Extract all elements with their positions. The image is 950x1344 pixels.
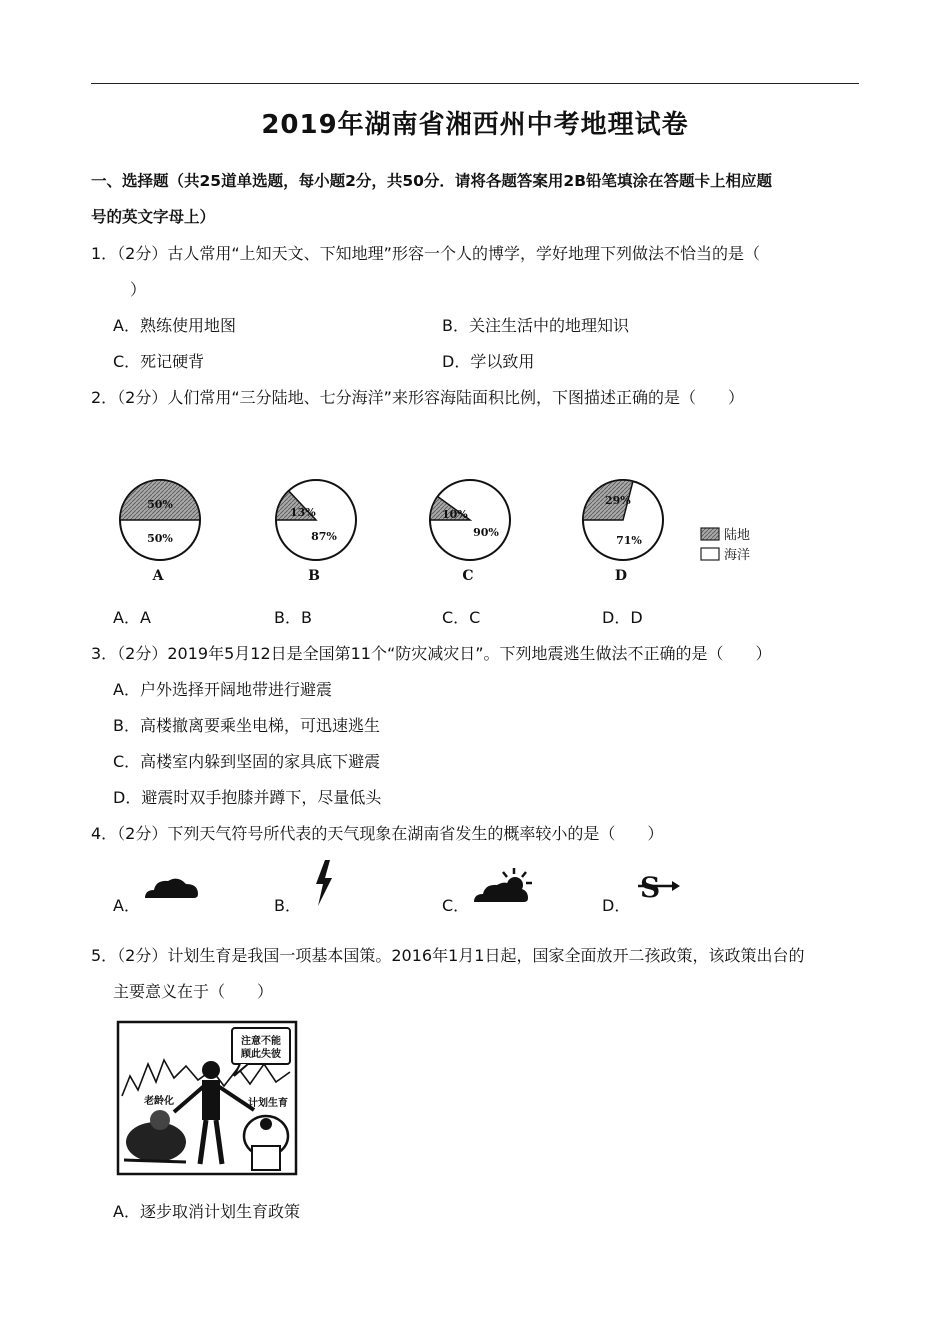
q2-option-a[interactable]: A．A [113, 608, 151, 627]
sandstorm-icon [636, 870, 682, 904]
q1-option-d[interactable]: D．学以致用 [442, 352, 535, 371]
q3-option-b[interactable]: B．高楼撤离要乘坐电梯，可迅速逃生 [113, 716, 380, 735]
pie-land-label-c: 10% [442, 508, 468, 521]
q1-stem-cont: ） [130, 280, 147, 299]
legend-land-label: 陆地 [724, 528, 751, 543]
pie-land-label-b: 13% [290, 506, 316, 519]
pie-land-label-d: 29% [605, 494, 631, 507]
svg-text:S: S [640, 871, 661, 904]
q2-option-b[interactable]: B．B [274, 608, 312, 627]
q3-stem: 3．（2分）2019年5月12日是全国第11个“防灾减灾日”。下列地震逃生做法不正确的是（ ） [91, 644, 772, 663]
q3-option-c[interactable]: C．高楼室内躲到坚固的家具底下避震 [113, 752, 381, 771]
pie-charts-figure [100, 470, 780, 595]
cartoon-bubble-text: 注意不能 [241, 1036, 281, 1047]
pie-chart-b [276, 480, 356, 584]
pie-ocean-label-d: 71% [616, 534, 642, 547]
q4-option-d[interactable]: D． [602, 896, 631, 915]
q4-option-b[interactable]: B． [274, 896, 301, 915]
q5-stem: 5．（2分）计划生育是我国一项基本国策。2016年1月1日起，国家全面放开二孩政策，该政策出台的 [91, 946, 805, 965]
lightning-icon [308, 858, 338, 908]
pie-land-label-a: 50% [147, 498, 173, 511]
pie-chart-letter-d: D [614, 568, 628, 584]
legend-ocean-swatch [701, 548, 719, 560]
q2-stem: 2．（2分）人们常用“三分陆地、七分海洋”来形容海陆面积比例，下图描述正确的是（ ） [91, 388, 744, 407]
q3-option-a[interactable]: A．户外选择开阔地带进行避震 [113, 680, 332, 699]
pie-chart-letter-a: A [152, 568, 164, 584]
pie-ocean-label-c: 90% [473, 526, 499, 539]
sun-cloud-icon [470, 866, 536, 906]
q4-option-a[interactable]: A． [113, 896, 140, 915]
pie-chart-c [430, 480, 510, 584]
section-heading-cont: 号的英文字母上） [91, 208, 216, 226]
q1-option-b[interactable]: B．关注生活中的地理知识 [442, 316, 629, 335]
q4-option-c[interactable]: C． [442, 896, 470, 915]
pie-chart-a [120, 480, 200, 584]
legend-land-swatch [701, 528, 719, 540]
pie-ocean-label-a: 50% [147, 532, 173, 545]
pie-chart-letter-c: C [462, 568, 474, 584]
pie-ocean-label-b: 87% [311, 530, 337, 543]
legend-ocean-label: 海洋 [724, 548, 751, 563]
page-title: 2019年湖南省湘西州中考地理试卷 [261, 110, 689, 140]
pie-chart-letter-b: B [308, 568, 320, 584]
cloud-icon [142, 872, 202, 902]
cartoon-left-label: 老龄化 [144, 1096, 174, 1107]
q4-stem: 4．（2分）下列天气符号所代表的天气现象在湖南省发生的概率较小的是（ ） [91, 824, 664, 843]
q1-option-c[interactable]: C．死记硬背 [113, 352, 205, 371]
section-heading: 一、选择题（共25道单选题，每小题2分，共50分．请将各题答案用2B铅笔填涂在答题卡上相应题 [91, 172, 773, 190]
cartoon-right-label: 计划生育 [248, 1098, 288, 1109]
q5-option-a[interactable]: A．逐步取消计划生育政策 [113, 1202, 300, 1221]
q1-stem: 1．（2分）古人常用“上知天文、下知地理”形容一个人的博学，学好地理下列做法不恰当的是（ [91, 244, 760, 263]
q2-option-d[interactable]: D．D [602, 608, 643, 627]
header-rule [91, 83, 859, 84]
pie-chart-d [583, 480, 663, 584]
q3-option-d[interactable]: D．避震时双手抱膝并蹲下，尽量低头 [113, 788, 382, 807]
q5-stem-cont: 主要意义在于（ ） [113, 982, 274, 1001]
cartoon-bubble-text-2: 顾此失彼 [241, 1049, 281, 1060]
policy-cartoon [116, 1020, 298, 1176]
q2-option-c[interactable]: C．C [442, 608, 481, 627]
q1-option-a[interactable]: A．熟练使用地图 [113, 316, 236, 335]
